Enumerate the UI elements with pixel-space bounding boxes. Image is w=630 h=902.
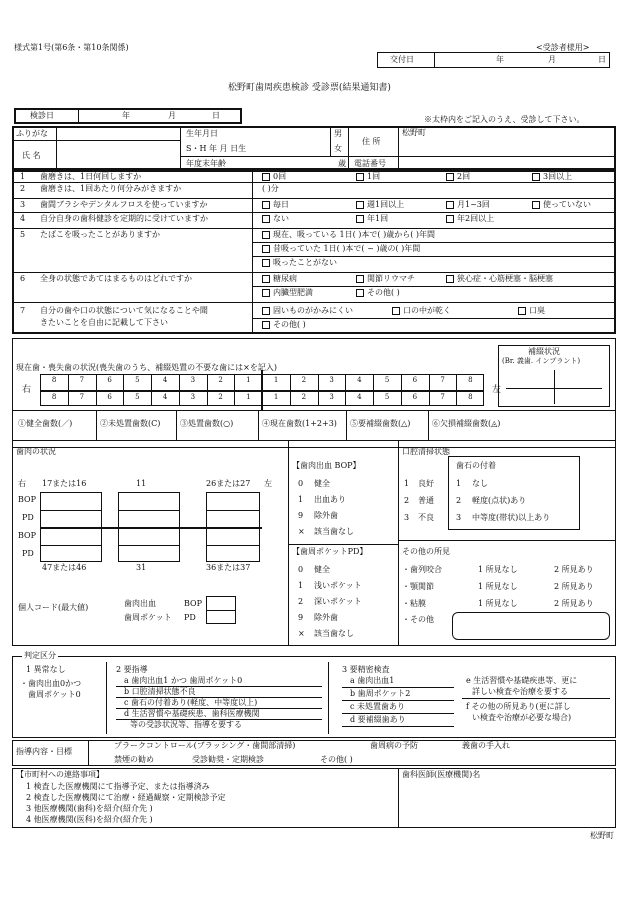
guidance-plaque-control[interactable]: プラークコントロール(ブラッシング・歯間部清掃) xyxy=(114,741,296,750)
other-findings-field[interactable] xyxy=(452,612,610,640)
form-number: 様式第1号(第6条・第10条関係) xyxy=(14,43,129,52)
checkbox-icon[interactable] xyxy=(262,307,270,315)
tooth-number[interactable]: 1 xyxy=(246,393,251,401)
teeth-heading: 現在歯・喪失歯の状況(喪失歯のうち、補綴処置の不要な歯には×を記入) xyxy=(16,363,277,372)
dentist-name-label: 歯科医師(医療機関)名 xyxy=(402,770,481,779)
question-option[interactable]: 昔吸っていた 1日( )本で( ~ )歳の( )年間 xyxy=(262,245,420,253)
tooth-number[interactable]: 7 xyxy=(440,376,445,384)
oral-code[interactable]: 3 xyxy=(404,513,410,522)
checkbox-icon[interactable] xyxy=(392,307,400,315)
finding-label: ・顎関節 xyxy=(402,582,434,591)
pd-code: 9 xyxy=(298,613,304,622)
tooth-number[interactable]: 6 xyxy=(412,393,418,401)
footer-town: 松野町 xyxy=(590,831,614,840)
pd-desc: 深いポケット xyxy=(314,597,362,606)
bop-code: 1 xyxy=(298,495,304,504)
question-option[interactable]: 3回以上 xyxy=(532,173,572,181)
delivery-date-label: 交付日 xyxy=(390,55,414,64)
tooth-number[interactable]: 5 xyxy=(384,376,390,384)
tooth-number[interactable]: 5 xyxy=(135,393,140,401)
calculus-desc: なし xyxy=(472,479,488,488)
tooth-number[interactable]: 3 xyxy=(190,393,196,401)
question-option[interactable]: 狭心症・心筋梗塞・脳梗塞 xyxy=(446,275,553,283)
guidance-item[interactable]: d 生活習慣や基礎疾患、歯科医療機関 xyxy=(124,709,260,718)
contact-item[interactable]: 4 他医療機関(医科)を紹介(紹介先 ) xyxy=(26,815,153,824)
pd-code: × xyxy=(298,629,305,638)
question-text: たばこを吸ったことがありますか xyxy=(40,230,160,239)
checkbox-icon[interactable] xyxy=(446,201,454,209)
judge-detailed[interactable]: 3 要精密検査 xyxy=(342,665,390,674)
tooth-number[interactable]: 4 xyxy=(357,393,362,401)
bop-desc: 健全 xyxy=(314,479,330,488)
tooth-number[interactable]: 2 xyxy=(301,393,307,401)
tooth-number[interactable]: 7 xyxy=(79,376,85,384)
question-option[interactable]: 月1~3回 xyxy=(446,201,490,209)
checkbox-icon[interactable] xyxy=(262,231,270,239)
pd-legend-title: 【歯周ポケットPD】 xyxy=(292,547,368,556)
guidance-item[interactable]: c 歯石の付着あり(軽度、中等度以上) xyxy=(124,698,258,707)
tooth-number[interactable]: 5 xyxy=(135,376,140,384)
tooth-number[interactable]: 2 xyxy=(218,393,223,401)
calculus-code[interactable]: 1 xyxy=(456,479,462,488)
pd-desc: 浅いポケット xyxy=(314,581,362,590)
bop-desc: 出血あり xyxy=(314,495,346,504)
gum-heading: 歯肉の状況 xyxy=(16,447,56,456)
calculus-code[interactable]: 3 xyxy=(456,513,462,522)
tooth-number[interactable]: 8 xyxy=(51,393,57,401)
question-text: 全身の状態であてはまるものはどれですか xyxy=(40,274,192,283)
finding-yes[interactable]: 2 所見あり xyxy=(554,599,594,608)
finding-label: ・粘膜 xyxy=(402,599,426,608)
tooth-number[interactable]: 8 xyxy=(468,376,473,384)
tooth-number[interactable]: 7 xyxy=(440,393,445,401)
guidance-item[interactable]: b 口腔清掃状態不良 xyxy=(124,687,196,696)
bop-desc: 除外歯 xyxy=(314,511,338,520)
tooth-number[interactable]: 7 xyxy=(79,393,85,401)
guidance-item: 等の受診状況等、指導を要する xyxy=(130,720,242,729)
document-title: 松野町歯周疾患検診 受診票(結果通知書) xyxy=(228,83,391,93)
question-option[interactable]: 使っていない xyxy=(532,201,591,209)
question-text: 歯間ブラシやデンタルフロスを使っていますか xyxy=(40,200,208,209)
oral-desc: 不良 xyxy=(418,513,434,522)
question-option[interactable]: その他( ) xyxy=(356,289,400,297)
question-number: 7 xyxy=(20,306,26,315)
calculus-desc: 軽度(点状)あり xyxy=(472,496,527,505)
birth-date-field[interactable]: S・H 年 月 日生 xyxy=(186,144,247,153)
finding-label: ・歯列咬合 xyxy=(402,565,442,574)
checkbox-icon[interactable] xyxy=(518,307,526,315)
finding-yes[interactable]: 2 所見あり xyxy=(554,582,594,591)
checkbox-icon[interactable] xyxy=(262,289,270,297)
question-option[interactable]: 年1回 xyxy=(356,215,388,223)
tooth-number[interactable]: 4 xyxy=(162,393,168,401)
count-label: ②未処置歯数(C) xyxy=(100,419,161,428)
question-text: 歯磨きは、1回あたり何分みがきますか xyxy=(40,184,182,193)
question-option[interactable]: 現在、吸っている 1日( )本で( )歳から( )年間 xyxy=(262,231,435,239)
question-option[interactable]: ( )分 xyxy=(262,184,279,193)
checkbox-icon[interactable] xyxy=(446,215,454,223)
tooth-number[interactable]: 1 xyxy=(246,376,251,384)
address-field[interactable]: 松野町 xyxy=(402,128,426,137)
bop-code: × xyxy=(298,527,305,536)
question-text: 自分の歯や口の状態について気になることや聞 xyxy=(40,306,208,315)
count-label: ⑤要補綴歯数(△) xyxy=(350,419,411,428)
question-option[interactable]: 0回 xyxy=(262,173,286,181)
question-option[interactable]: 関節リウマチ xyxy=(356,275,415,283)
oral-title: 口腔清掃状態 xyxy=(402,447,450,456)
pd-desc: 健全 xyxy=(314,565,330,574)
question-option[interactable]: 固いものがかみにくい xyxy=(262,307,353,315)
question-text: 歯磨きは、1日何回しますか xyxy=(40,172,142,181)
tooth-number[interactable]: 2 xyxy=(218,376,223,384)
question-number: 3 xyxy=(20,200,26,209)
question-option[interactable]: 2回 xyxy=(446,173,470,181)
question-text: きたいことを自由に記載して下さい xyxy=(40,318,168,327)
question-option[interactable]: 週1回以上 xyxy=(356,201,404,209)
detailed-item[interactable]: c 未処置歯あり xyxy=(350,702,406,711)
question-number: 5 xyxy=(20,230,26,239)
tooth-number[interactable]: 4 xyxy=(162,376,168,384)
bop-legend-title: 【歯肉出血 BOP】 xyxy=(292,461,361,470)
tooth-number[interactable]: 6 xyxy=(412,376,418,384)
oral-desc: 良好 xyxy=(418,479,434,488)
question-number: 6 xyxy=(20,274,26,283)
tooth-number[interactable]: 1 xyxy=(273,376,279,384)
checkbox-icon[interactable] xyxy=(262,201,270,209)
sex-male[interactable]: 男 xyxy=(334,129,342,138)
question-option[interactable]: ない xyxy=(262,215,289,223)
judge-guidance[interactable]: 2 要指導 xyxy=(116,665,148,674)
contact-item[interactable]: 3 他医療機関(歯科)を紹介(紹介先 ) xyxy=(26,804,153,813)
tooth-number[interactable]: 3 xyxy=(329,393,334,401)
name-label: 氏 名 xyxy=(22,151,41,160)
checkbox-icon[interactable] xyxy=(356,289,364,297)
question-number: 4 xyxy=(20,214,26,223)
checkbox-icon[interactable] xyxy=(262,215,270,223)
examinee-copy-label: <受診者様用> xyxy=(536,43,590,52)
oral-code[interactable]: 2 xyxy=(404,496,410,505)
tooth-number[interactable]: 6 xyxy=(107,376,112,384)
question-option[interactable]: その他( ) xyxy=(262,321,306,329)
question-option[interactable]: 口臭 xyxy=(518,307,545,315)
checkbox-icon[interactable] xyxy=(356,215,364,223)
tooth-number[interactable]: 4 xyxy=(357,376,362,384)
detailed-item[interactable]: a 歯肉出血1 xyxy=(350,676,395,685)
question-option[interactable]: 1回 xyxy=(356,173,380,181)
sex-female[interactable]: 女 xyxy=(334,144,342,153)
checkbox-icon[interactable] xyxy=(532,173,540,181)
checkbox-icon[interactable] xyxy=(262,259,270,267)
checkbox-icon[interactable] xyxy=(356,173,364,181)
question-option[interactable]: 吸ったことがない xyxy=(262,259,337,267)
other-findings-title: その他の所見 xyxy=(402,547,450,556)
checkbox-icon[interactable] xyxy=(446,173,454,181)
checkbox-icon[interactable] xyxy=(262,245,270,253)
tooth-number[interactable]: 8 xyxy=(468,393,473,401)
fill-notice: ※太枠内をご記入のうえ、受診して下さい。 xyxy=(424,115,585,124)
guidance-section xyxy=(12,740,616,766)
bop-code: 9 xyxy=(298,511,304,520)
pd-desc: 除外歯 xyxy=(314,613,338,622)
tooth-number[interactable]: 2 xyxy=(301,376,307,384)
oral-code[interactable]: 1 xyxy=(404,479,410,488)
tooth-number[interactable]: 6 xyxy=(107,393,112,401)
checkbox-icon[interactable] xyxy=(262,173,270,181)
question-option[interactable]: 年2回以上 xyxy=(446,215,494,223)
question-number: 1 xyxy=(20,172,26,181)
question-option[interactable]: 毎日 xyxy=(262,201,289,209)
contact-item[interactable]: 2 検査した医療機関にて治療・経過観察・定期検診予定 xyxy=(26,793,226,802)
pd-code: 2 xyxy=(298,597,304,606)
question-option[interactable]: 口の中が乾く xyxy=(392,307,451,315)
guidance-checkup[interactable]: 受診勧奨・定期検診 xyxy=(192,755,264,764)
question-text: 自分自身の歯科健診を定期的に受けていますか xyxy=(40,214,208,223)
tooth-number[interactable]: 3 xyxy=(190,376,196,384)
question-number: 2 xyxy=(20,184,26,193)
pd-code: 0 xyxy=(298,565,304,574)
checkbox-icon[interactable] xyxy=(356,201,364,209)
checkbox-icon[interactable] xyxy=(532,201,540,209)
count-label: ①健全歯数(／) xyxy=(18,419,73,428)
finding-yes[interactable]: 2 所見あり xyxy=(554,565,594,574)
guidance-other[interactable]: その他( ) xyxy=(320,755,353,764)
count-label: ⑥欠損補綴歯数(◬) xyxy=(432,419,501,428)
oral-desc: 普通 xyxy=(418,496,434,505)
guidance-item[interactable]: a 歯肉出血1 かつ 歯周ポケット0 xyxy=(124,676,243,685)
checkbox-icon[interactable] xyxy=(356,275,364,283)
calculus-code[interactable]: 2 xyxy=(456,496,462,505)
detailed-item[interactable]: b 歯周ポケット2 xyxy=(350,689,411,698)
count-label: ③処置歯数(○) xyxy=(180,419,234,428)
tooth-number[interactable]: 3 xyxy=(329,376,334,384)
finding-none[interactable]: 1 所見なし xyxy=(478,565,518,574)
bop-code: 0 xyxy=(298,479,304,488)
tooth-number[interactable]: 1 xyxy=(273,393,279,401)
guidance-no-smoking[interactable]: 禁煙の勧め xyxy=(114,755,154,764)
finding-none[interactable]: 1 所見なし xyxy=(478,582,518,591)
count-label: ④現在歯数(1+2+3) xyxy=(262,419,337,428)
pd-code: 1 xyxy=(298,581,304,590)
tooth-number[interactable]: 8 xyxy=(51,376,57,384)
guidance-periodontal[interactable]: 歯周病の予防 xyxy=(370,741,418,750)
judge-normal[interactable]: 1 異常なし xyxy=(26,665,66,674)
tooth-number[interactable]: 5 xyxy=(384,393,390,401)
furigana-field[interactable] xyxy=(56,130,180,140)
question-option[interactable]: 糖尿病 xyxy=(262,275,297,283)
exam-date-label: 検診日 xyxy=(30,111,54,120)
finding-none[interactable]: 1 所見なし xyxy=(478,599,518,608)
bop-desc: 該当歯なし xyxy=(314,527,354,536)
checkbox-icon[interactable] xyxy=(262,321,270,329)
checkbox-icon[interactable] xyxy=(446,275,454,283)
contact-item[interactable]: 1 検査した医療機関にて指導予定、または指導済み xyxy=(26,782,210,791)
checkbox-icon[interactable] xyxy=(262,275,270,283)
guidance-denture[interactable]: 義歯の手入れ xyxy=(462,741,510,750)
question-option[interactable]: 内臓型肥満 xyxy=(262,289,313,297)
calculus-desc: 中等度(帯状)以上あり xyxy=(472,513,551,522)
pd-desc: 該当歯なし xyxy=(314,629,354,638)
detailed-item[interactable]: d 要補綴歯あり xyxy=(350,715,406,724)
